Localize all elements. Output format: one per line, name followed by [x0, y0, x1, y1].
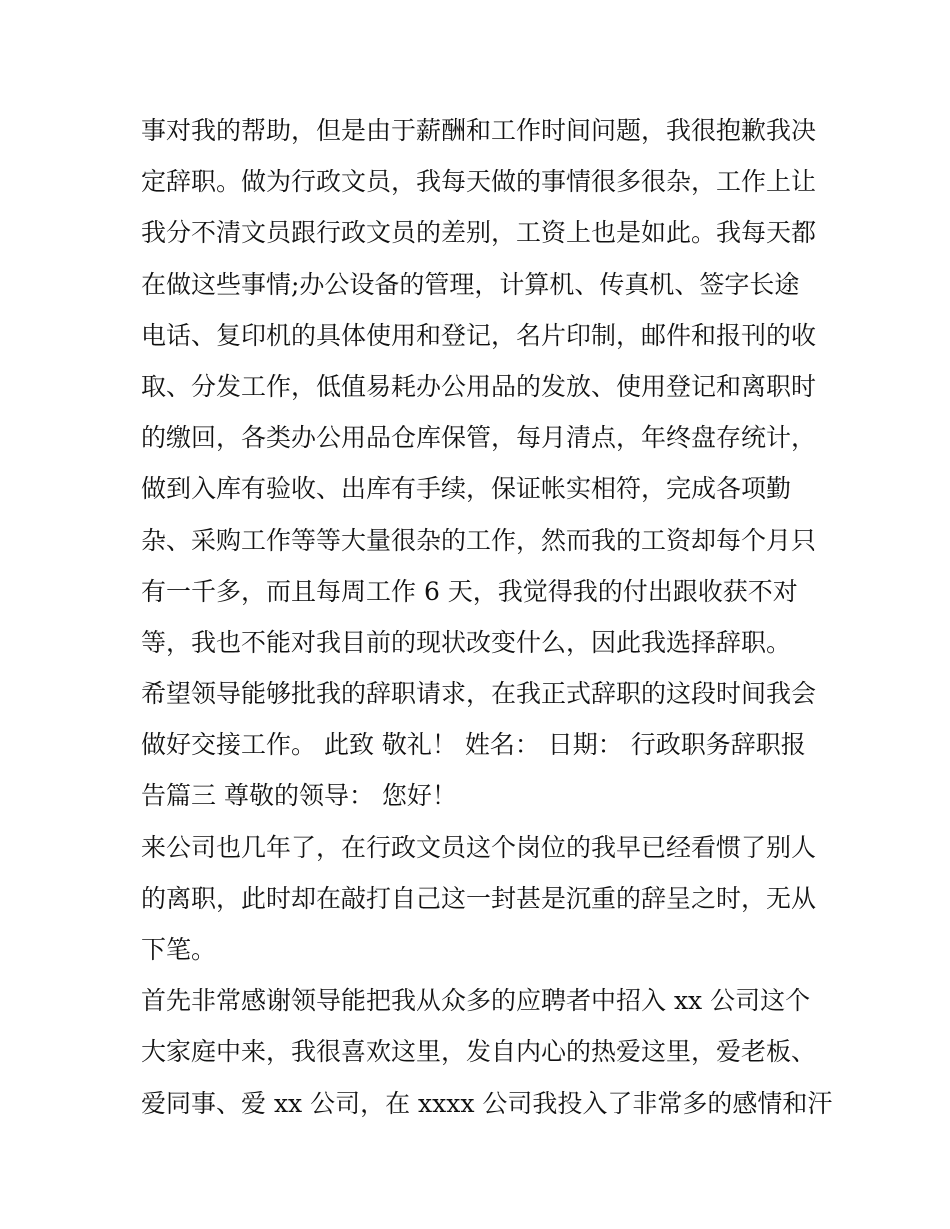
- text-line: 的缴回，各类办公用品仓库保管，每月清点，年终盘存统计，: [141, 423, 817, 453]
- text-line: 的离职，此时却在敲打自己这一封甚是沉重的辞呈之时，无从: [141, 883, 817, 913]
- text-line: 我分不清文员跟行政文员的差别，工资上也是如此。我每天都: [141, 218, 817, 248]
- text-line: 有一千多，而且每周工作 6 天，我觉得我的付出跟收获不对: [141, 576, 798, 606]
- text-line: 电话、复印机的具体使用和登记，名片印制，邮件和报刊的收: [141, 320, 817, 350]
- text-line: 做到入库有验收、出库有手续，保证帐实相符，完成各项勤: [141, 474, 792, 504]
- text-line: 定辞职。做为行政文员，我每天做的事情很多很杂，工作上让: [141, 167, 817, 197]
- text-line: 希望领导能够批我的辞职请求，在我正式辞职的这段时间我会: [141, 679, 817, 709]
- text-line: 爱同事、爱 xx 公司，在 xxxx 公司我投入了非常多的感情和汗: [141, 1088, 833, 1118]
- text-line: 取、分发工作，低值易耗办公用品的发放、使用登记和离职时: [141, 371, 817, 401]
- document-body: [141, 105, 833, 1129]
- text-line: 做好交接工作。 此致 敬礼！ 姓名： 日期： 行政职务辞职报: [141, 730, 806, 760]
- text-line: 首先非常感谢领导能把我从众多的应聘者中招入 xx 公司这个: [141, 986, 811, 1016]
- text-line: 大家庭中来，我很喜欢这里，发自内心的热爱这里，爱老板、: [141, 1037, 817, 1067]
- text-line: 下笔。: [141, 935, 217, 964]
- text-line: 事对我的帮助，但是由于薪酬和工作时间问题，我很抱歉我决: [141, 116, 817, 145]
- text-line: 告篇三 尊敬的领导： 您好！: [141, 781, 457, 811]
- text-line: 杂、采购工作等等大量很杂的工作，然而我的工资却每个月只: [141, 525, 817, 555]
- text-line: 等，我也不能对我目前的现状改变什么，因此我选择辞职。: [141, 627, 792, 657]
- text-line: 来公司也几年了，在行政文员这个岗位的我早已经看惯了别人: [141, 832, 817, 862]
- text-line: 在做这些事情;办公设备的管理，计算机、传真机、签字长途: [141, 269, 800, 299]
